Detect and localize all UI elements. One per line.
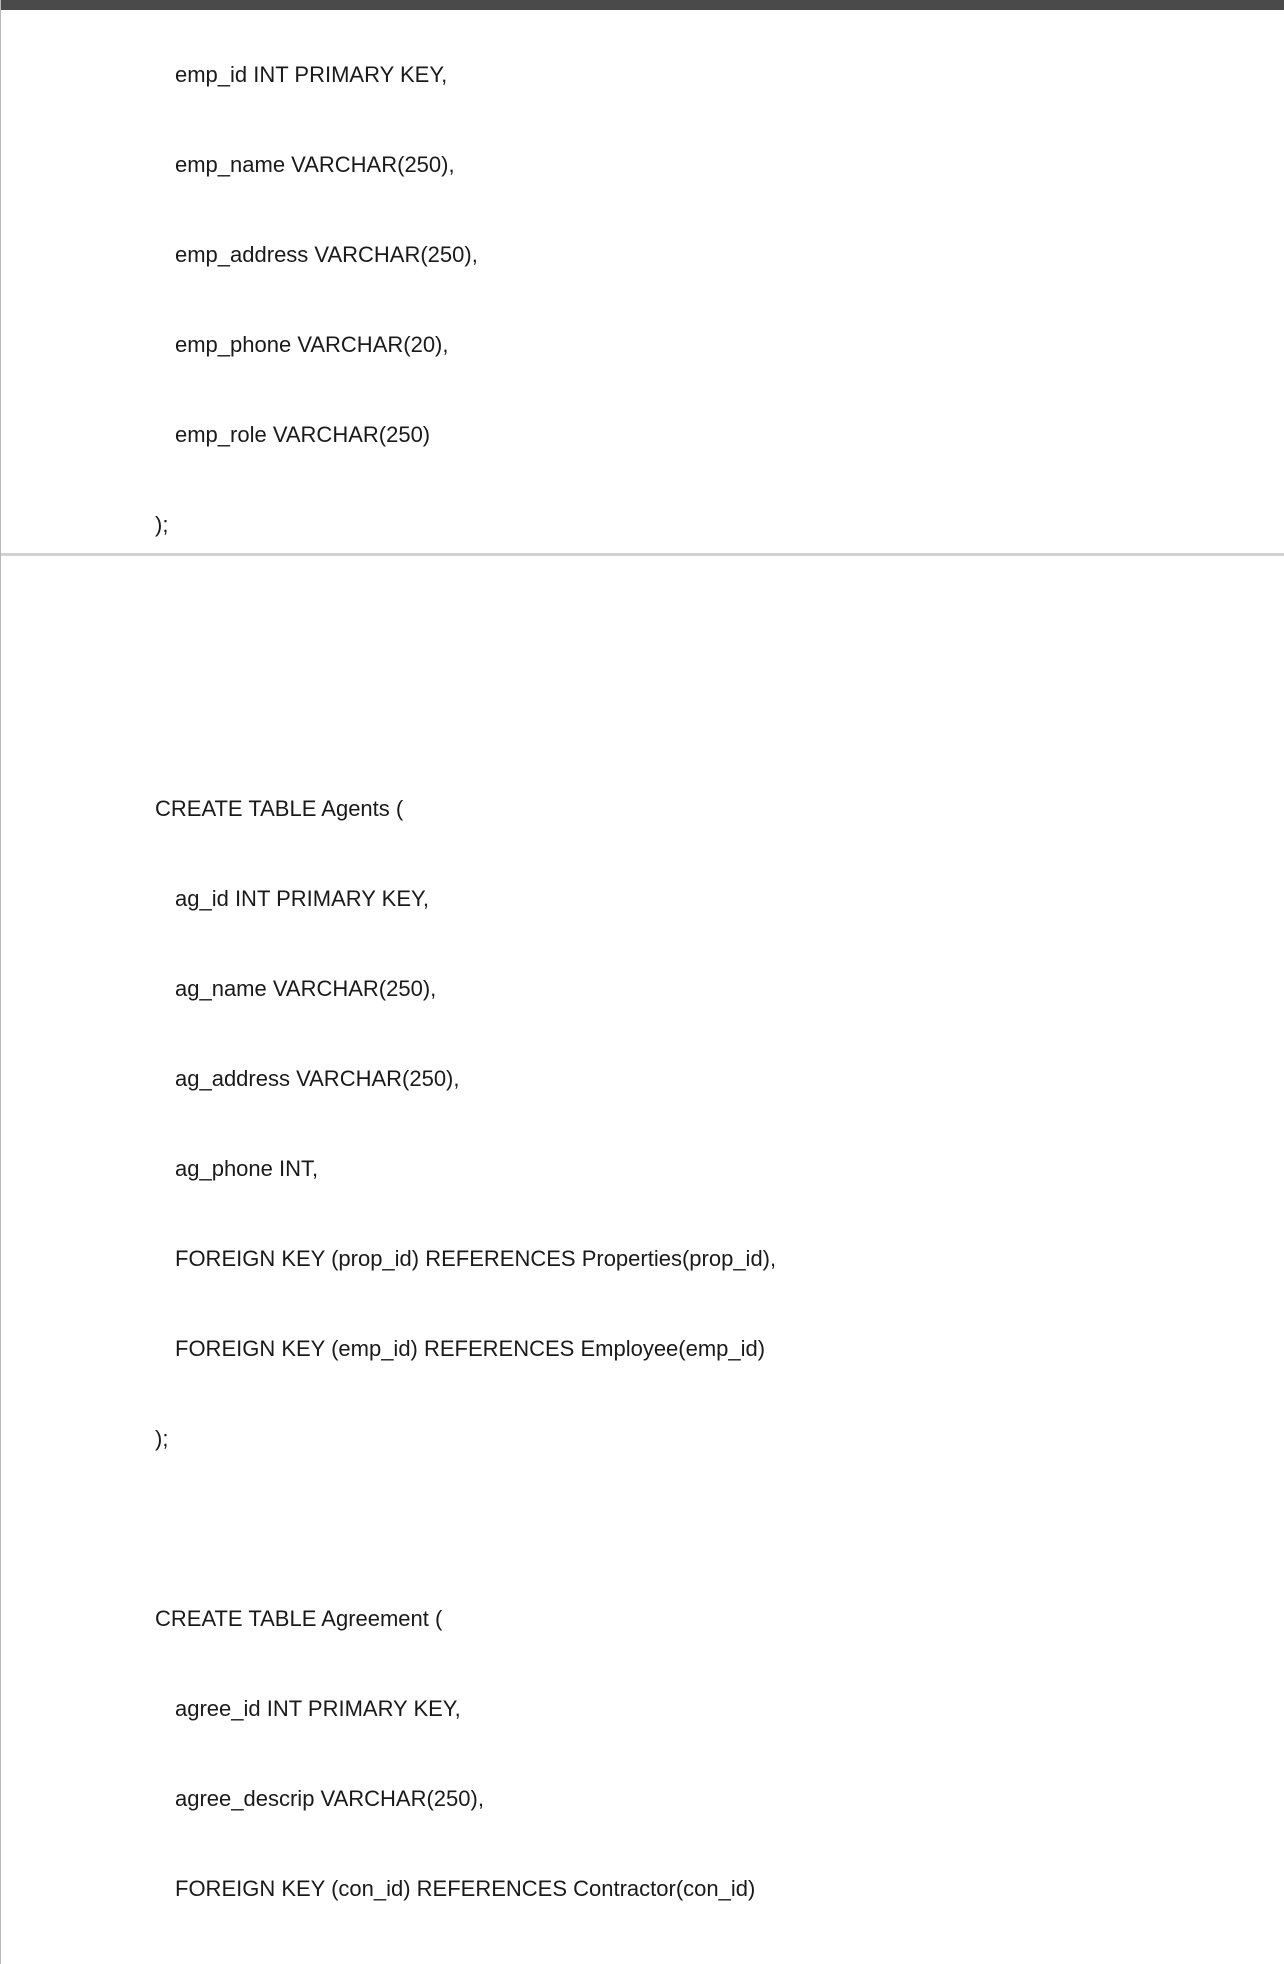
code-line: emp_role VARCHAR(250) — [175, 422, 431, 447]
code-line: CREATE TABLE Agents ( — [155, 796, 404, 821]
code-line: ); — [155, 1426, 169, 1451]
page-left-border — [0, 0, 1, 1964]
sql-block-page-1 — [155, 0, 478, 553]
code-line: emp_phone VARCHAR(20), — [175, 332, 449, 357]
code-line: ag_phone INT, — [175, 1156, 319, 1181]
code-line: FOREIGN KEY (prop_id) REFERENCES Properties(prop_id), — [175, 1246, 777, 1271]
code-line: emp_id INT PRIMARY KEY, — [175, 62, 448, 87]
code-line: emp_address VARCHAR(250), — [175, 242, 478, 267]
code-line: agree_id INT PRIMARY KEY, — [175, 1696, 461, 1721]
sql-block-page-2 — [155, 734, 801, 1964]
blank-line — [155, 1514, 801, 1544]
code-line: ag_address VARCHAR(250), — [175, 1066, 460, 1091]
code-line: ag_name VARCHAR(250), — [175, 976, 437, 1001]
code-line: emp_name VARCHAR(250), — [175, 152, 455, 177]
document-page-2 — [0, 556, 1284, 1964]
code-line: ); — [155, 512, 169, 537]
code-line: FOREIGN KEY (con_id) REFERENCES Contractor(con_id) — [175, 1876, 756, 1901]
code-line: FOREIGN KEY (emp_id) REFERENCES Employee(emp_id) — [175, 1336, 766, 1361]
code-line: CREATE TABLE Agreement ( — [155, 1606, 443, 1631]
code-line: agree_descrip VARCHAR(250), — [175, 1786, 484, 1811]
document-page-1 — [0, 0, 1284, 553]
code-line: ag_id INT PRIMARY KEY, — [175, 886, 429, 911]
